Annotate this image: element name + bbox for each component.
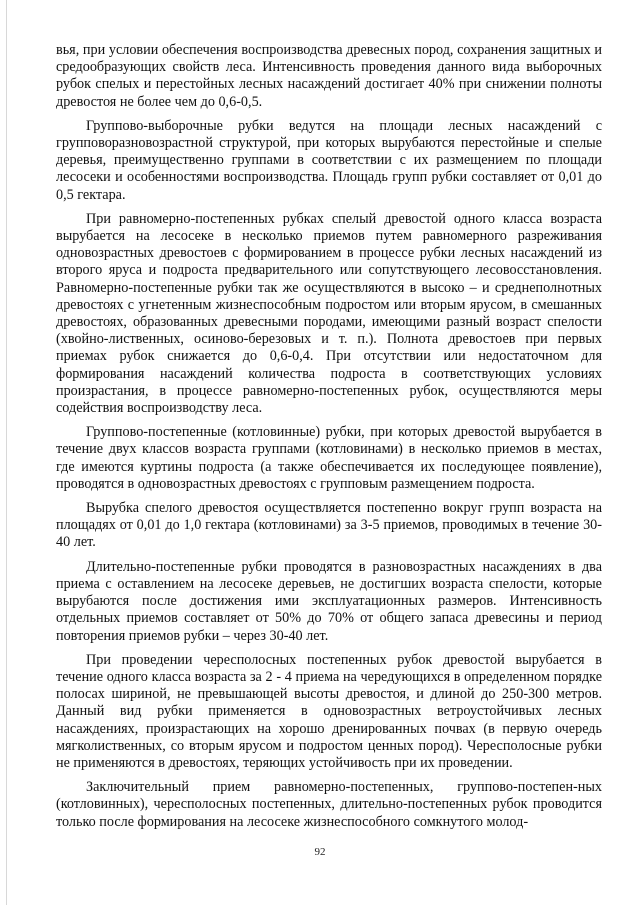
paragraph-mature-stand-felling: Вырубка спелого древостоя осуществляется постепенно вокруг групп возраста на площадях от 0,01 до 1,0 гектара (котловинами) за 3-5 приемов, проводимых в течение 30-40 лет. — [56, 500, 602, 551]
document-page — [56, 42, 602, 838]
paragraph-final-stage: Заключительный прием равномерно-постепенных, группово-постепен-ных (котловинных), чересполосных постепенных, длительно-постепенных рубок проводится только после формирования на лесосеке жизнеспособного сомкнутого молод- — [56, 779, 602, 830]
paragraph-uniform-gradual-cuttings: При равномерно-постепенных рубках спелый древостой одного класса возраста вырубается на лесосеке в несколько приемов путем равномерного разреживания одновозрастных древостоев с формированием в процессе рубки лесных насаждений из второго яруса и подроста предварительного или сопутствующего лесовосстановления. Равномерно-постепенные рубки так же осуществляются в высоко – и среднеполнотных древостоях с угнетенным жизнеспособным подростом или вторым ярусом, в смешанных древостоях, образованных древесными породами, имеющими разный возраст спелости (хвойно-лиственных, осиново-березовых и т. п.). Полнота древостоев при первых приемах рубок снижается до 0,6-0,4. При отсутствии или недостаточном для формирования насаждений количества подроста в соответствующих условиях произрастания, в процессе равномерно-постепенных рубок, осуществляются меры содействия воспроизводству леса. — [56, 210, 602, 417]
paragraph-continuation: вья, при условии обеспечения воспроизводства древесных пород, сохранения защитных и средообразующих свойств леса. Интенсивность проведения данного вида выборочных рубок спелых и перестойных лесных насаждений достигает 40% при снижении полноты древостоя не более чем до 0,6-0,5. — [56, 42, 602, 110]
scan-edge-line — [6, 0, 7, 905]
paragraph-strip-gradual-cuttings: При проведении чересполосных постепенных рубок древостой вырубается в течение одного класса возраста за 2 - 4 приема на чередующихся в определенном порядке полосах шириной, не превышающей высоты древостоя, и длиной до 250-300 метров. Данный вид рубки применяется в одновозрастных ветроустойчивых лесных насаждениях, произрастающих на хорошо дренированных почвах (в первую очередь мягколиственных, со вторым ярусом и подростом ценных пород). Чересполосные рубки не применяются в древостоях, теряющих устойчивость при их проведении. — [56, 651, 602, 771]
page-number: 92 — [314, 846, 326, 858]
paragraph-long-term-gradual-cuttings: Длительно-постепенные рубки проводятся в разновозрастных насаждениях в два приема с оставлением на лесосеке деревьев, не достигших возраста спелости, которые вырубаются после достижения ими эксплуатационных размеров. Интенсивность отдельных приемов составляет от 50% до 70% от общего запаса древесины и период повторения приемов рубки – через 30-40 лет. — [56, 558, 602, 644]
paragraph-group-gradual-cuttings: Группово-постепенные (котловинные) рубки, при которых древостой вырубается в течение двух классов возраста группами (котловинами) в несколько приемов в местах, где имеются куртины подроста (а также обеспечивается их последующее появление), проводятся в одновозрастных древостоях с групповым размещением подроста. — [56, 424, 602, 492]
paragraph-group-selective-cuttings: Группово-выборочные рубки ведутся на площади лесных насаждений с групповоразновозрастной структурой, при которых вырубаются перестойные и спелые деревья, преимущественно группами в соответствии с их размещением по площади лесосеки и особенностями воспроизводства. Площадь групп рубки составляет от 0,01 до 0,5 гектара. — [56, 117, 602, 203]
